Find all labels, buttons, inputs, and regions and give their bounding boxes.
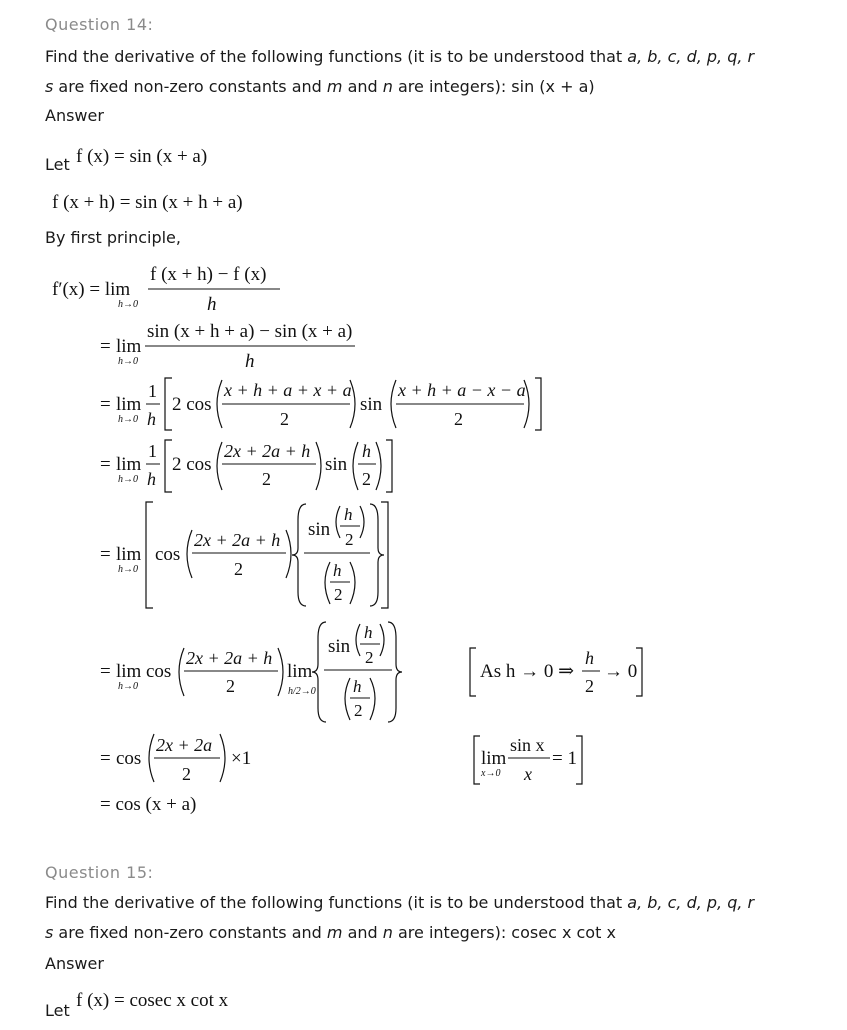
- prompt-text: Find the derivative of the following functions (it is to be understood that: [45, 893, 628, 912]
- eq-sign: =: [100, 661, 111, 682]
- paren: [179, 648, 184, 696]
- eq-sign: =: [100, 544, 111, 565]
- paren: [220, 734, 225, 782]
- prompt-constants: a, b, c, d, p, q, r: [627, 893, 755, 912]
- lim-subscript: x→0: [481, 768, 501, 779]
- prompt-text: are integers):: [392, 77, 512, 96]
- paren: [316, 442, 321, 490]
- prompt-const-n: n: [382, 77, 393, 96]
- sin: sin: [360, 394, 383, 415]
- cos: cos: [116, 748, 142, 769]
- h: h: [147, 409, 156, 429]
- let-label: Let: [45, 1001, 70, 1020]
- sin: sin: [328, 636, 351, 657]
- paren: [187, 530, 192, 578]
- lim-subscript: h→0: [118, 681, 138, 692]
- sin: sin: [308, 519, 331, 540]
- prompt-text: are integers):: [392, 923, 512, 942]
- answer-label: Answer: [45, 954, 104, 973]
- question-15-heading: Question 15:: [45, 863, 154, 882]
- two: 2: [226, 676, 235, 696]
- prompt-function: sin (x + a): [511, 77, 595, 96]
- q15-let-fx: f (x) = cosec x cot x: [76, 990, 229, 1011]
- lim-subscript: h→0: [118, 356, 138, 367]
- bracket-right: [386, 440, 392, 492]
- note1-end: → 0: [604, 661, 638, 682]
- step4-numerator: 2x + 2a + h: [224, 441, 311, 461]
- two: 2: [182, 764, 191, 784]
- paren: [345, 678, 350, 720]
- paren: [336, 506, 340, 538]
- eq-let-fx: f (x) = sin (x + a): [76, 146, 208, 167]
- lim: lim: [116, 454, 142, 475]
- h: h: [333, 561, 342, 580]
- step2-numerator: sin (x + h + a) − sin (x + a): [147, 321, 353, 342]
- paren: [391, 380, 396, 428]
- prompt-const-m: m: [326, 77, 343, 96]
- answer-label: Answer: [45, 106, 104, 125]
- bracket-left: [146, 502, 153, 608]
- question-15-prompt: [45, 888, 825, 948]
- two: 2: [345, 530, 354, 549]
- prompt-const-n: n: [382, 923, 393, 942]
- first-principle-label: By first principle,: [45, 228, 181, 247]
- note-bracket-left: [474, 736, 480, 784]
- paren: [286, 530, 291, 578]
- two: 2: [280, 409, 289, 429]
- eq-sign: =: [100, 748, 111, 769]
- two: 2: [585, 676, 594, 696]
- two: 2: [354, 701, 363, 720]
- lim-subscript: h→0: [118, 564, 138, 575]
- h: h: [362, 441, 371, 461]
- prompt-const-s: s: [45, 923, 54, 942]
- note2-end: = 1: [552, 748, 577, 769]
- prompt-const-s: s: [45, 77, 54, 96]
- step1-numerator: f (x + h) − f (x): [150, 264, 267, 285]
- lim: lim: [116, 336, 142, 357]
- paren: [353, 442, 358, 490]
- question-14-heading: Question 14:: [45, 15, 154, 34]
- bracket-right: [535, 378, 541, 430]
- h: h: [344, 505, 353, 524]
- two: 2: [262, 469, 271, 489]
- step3-sin-numerator: x + h + a − x − a: [398, 380, 526, 400]
- lim: lim: [116, 544, 142, 565]
- paren: [325, 562, 330, 604]
- lim: lim: [481, 748, 507, 769]
- two-cos: 2 cos: [172, 394, 212, 415]
- lim-subscript-h-over-2: h/2→0: [288, 686, 316, 697]
- lim-subscript: h→0: [118, 299, 138, 310]
- note2-numerator: sin x: [510, 735, 545, 755]
- two: 2: [454, 409, 463, 429]
- prompt-const-m: m: [326, 923, 343, 942]
- cos: cos: [155, 544, 181, 565]
- paren: [360, 506, 364, 538]
- brace-right: [388, 622, 402, 722]
- h: h: [585, 648, 594, 668]
- times-one: ×1: [231, 748, 252, 769]
- prompt-text: and: [342, 923, 383, 942]
- note1-text: As h → 0 ⇒: [480, 661, 575, 682]
- paren: [376, 442, 381, 490]
- eq-sign: =: [100, 394, 111, 415]
- h: h: [353, 677, 362, 696]
- brace-right: [370, 504, 384, 606]
- prompt-function: cosec x cot x: [511, 923, 616, 942]
- cos: cos: [146, 661, 172, 682]
- step5-numerator: 2x + 2a + h: [194, 530, 281, 550]
- lim-subscript: h→0: [118, 414, 138, 425]
- sin: sin: [325, 454, 348, 475]
- step7-numerator: 2x + 2a: [156, 735, 213, 755]
- bracket-left: [165, 440, 172, 492]
- paren: [350, 562, 355, 604]
- note-bracket-left: [470, 648, 476, 696]
- lim: lim: [116, 661, 142, 682]
- eq-sign: =: [100, 336, 111, 357]
- prompt-text: are fixed non-zero constants and: [53, 77, 327, 96]
- step2-denominator: h: [245, 351, 255, 372]
- step6-numerator: 2x + 2a + h: [186, 648, 273, 668]
- paren: [380, 624, 384, 656]
- one: 1: [148, 441, 157, 461]
- h: h: [147, 469, 156, 489]
- paren: [217, 380, 222, 428]
- two: 2: [334, 585, 343, 604]
- prompt-constants: a, b, c, d, p, q, r: [627, 47, 755, 66]
- deriv-lhs: f′(x) = lim: [52, 279, 131, 300]
- bracket-left: [165, 378, 172, 430]
- step3-cos-numerator: x + h + a + x + a: [224, 380, 352, 400]
- paren: [217, 442, 222, 490]
- paren: [370, 678, 375, 720]
- note2-denominator: x: [524, 764, 532, 784]
- paren: [278, 648, 283, 696]
- one: 1: [148, 381, 157, 401]
- lim: lim: [116, 394, 142, 415]
- prompt-text: and: [342, 77, 383, 96]
- two: 2: [234, 559, 243, 579]
- two: 2: [365, 648, 374, 667]
- final-result: = cos (x + a): [100, 794, 197, 815]
- two: 2: [362, 469, 371, 489]
- let-label: Let: [45, 155, 70, 174]
- two-cos: 2 cos: [172, 454, 212, 475]
- h: h: [364, 623, 373, 642]
- paren: [149, 734, 154, 782]
- step1-denominator: h: [207, 294, 217, 315]
- brace-left: [312, 622, 326, 722]
- prompt-text: Find the derivative of the following functions (it is to be understood that: [45, 47, 628, 66]
- paren: [356, 624, 360, 656]
- lim: lim: [287, 661, 313, 682]
- eq-f-x-plus-h: f (x + h) = sin (x + h + a): [52, 192, 243, 213]
- brace-left: [292, 504, 306, 606]
- eq-sign: =: [100, 454, 111, 475]
- prompt-text: are fixed non-zero constants and: [53, 923, 327, 942]
- lim-subscript: h→0: [118, 474, 138, 485]
